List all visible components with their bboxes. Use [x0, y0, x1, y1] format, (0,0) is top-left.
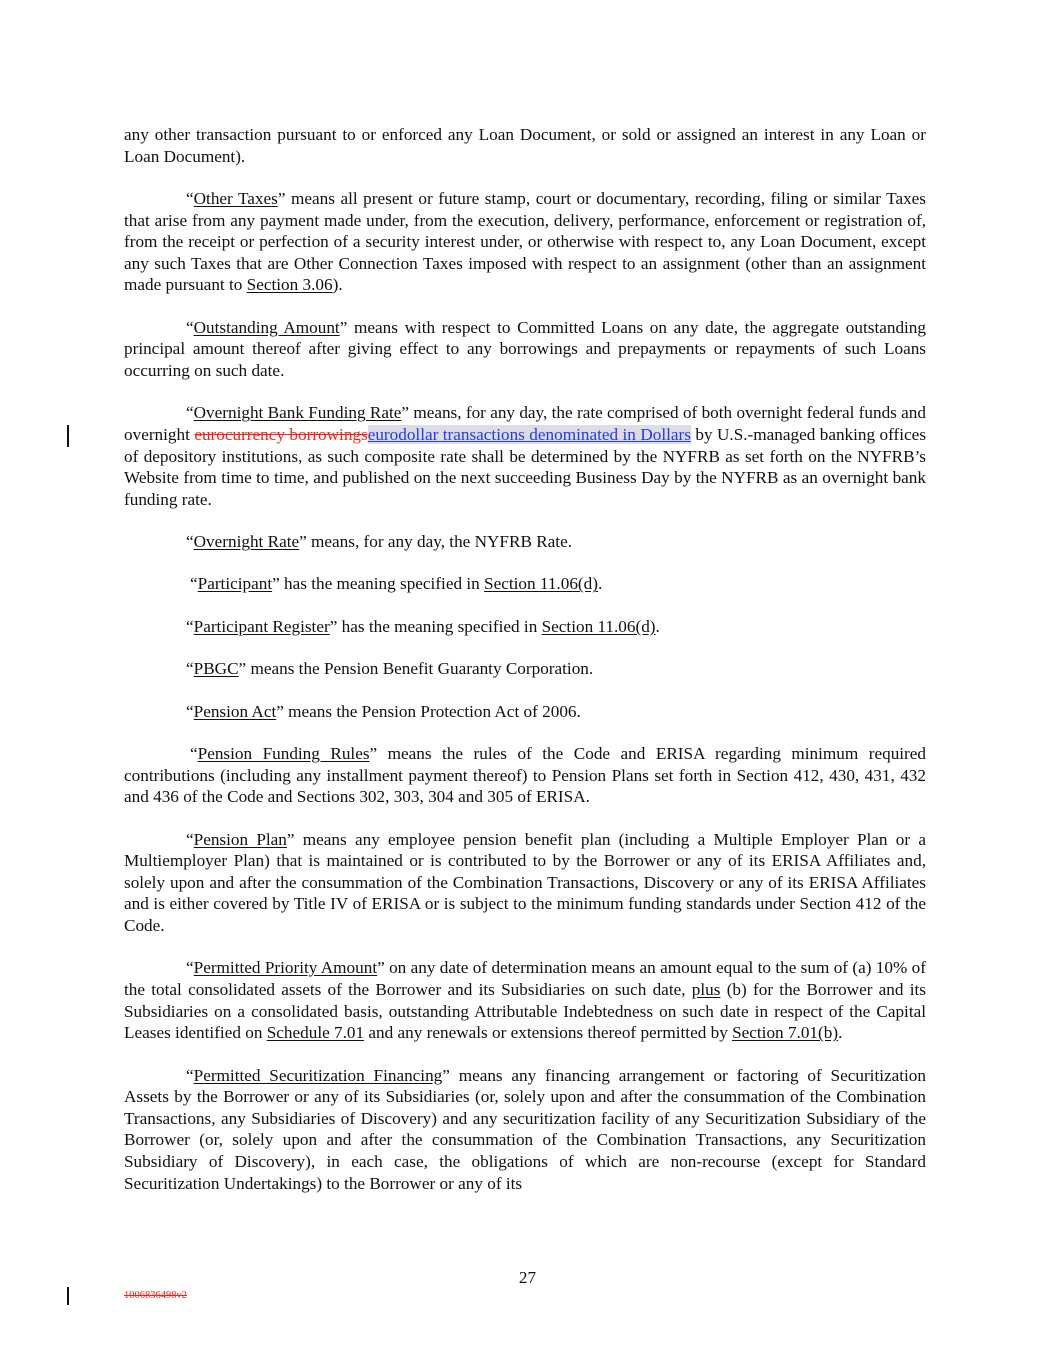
defined-term: Other Taxes: [193, 188, 278, 208]
definition-overnight-bank-funding-rate: “Overnight Bank Funding Rate” means, for any day, the rate comprised of both overnight federal funds and overnight eurocurrency borrowingseurodollar transactions denominated in Dollars by U.S.-managed banking offices of depository institutions, as such composite rate shall be determined by the NYFRB as set forth on the NYFRB’s Website from time to time, and published on the next succeeding Business Day by the NYFRB as an overnight bank funding rate.: [124, 403, 927, 509]
change-bar: [67, 425, 69, 447]
tracked-insertion: eurodollar transactions denominated in Dollars: [367, 424, 691, 444]
definition-overnight-rate: “Overnight Rate” means, for any day, the NYFRB Rate.: [186, 532, 572, 552]
document-page: [124, 124, 926, 1215]
defined-term: Participant: [197, 574, 273, 594]
defined-term: Outstanding Amount: [193, 317, 340, 337]
page-number: 27: [518, 1268, 537, 1287]
defined-term: Pension Act: [193, 701, 277, 721]
definition-pbgc: “PBGC” means the Pension Benefit Guaranty Corporation.: [186, 659, 594, 679]
section-reference: Section 7.01(b): [732, 1023, 839, 1043]
definition-other-taxes: “Other Taxes” means all present or future stamp, court or documentary, recording, filing or similar Taxes that arise from any payment made under, from the execution, delivery, performance, enforcement or registration of, from the receipt or perfection of a security interest under, or otherwise with respect to, any Loan Document, except any such Taxes that are Other Connection Taxes imposed with respect to an assignment (other than an assignment made pursuant to Section 3.06).: [124, 188, 926, 295]
defined-term: Pension Funding Rules: [197, 744, 370, 764]
defined-term: Pension Plan: [193, 829, 287, 849]
defined-term: Overnight Rate: [193, 532, 300, 552]
section-reference: Section 11.06(d): [541, 616, 656, 636]
section-reference: Section 11.06(d): [484, 574, 598, 594]
definition-permitted-securitization-financing: “Permitted Securitization Financing” means any financing arrangement or factoring of Securitization Assets by the Borrower or any of its Subsidiaries (or, solely upon and after the consummation of the Combination Transactions, any Subsidiaries of Discovery) and any securitization facility of any Securitization Subsidiary of the Borrower (or, solely upon and after the consummation of the Combination Transactions, any Securitization Subsidiary of Discovery), in each case, the obligations of which are non-recourse (except for Standard Securitization Undertakings) to the Borrower or any of its: [124, 1065, 926, 1193]
document-id: 1006836498v2: [124, 1290, 187, 1301]
change-bar: [67, 1287, 69, 1305]
paragraph-continuation: any other transaction pursuant to or enforced any Loan Document, or sold or assigned an interest in any Loan or Loan Document).: [124, 125, 926, 166]
defined-term: Participant Register: [193, 616, 330, 636]
defined-term: Overnight Bank Funding Rate: [193, 403, 402, 423]
defined-term: Permitted Priority Amount: [193, 958, 378, 978]
definition-permitted-priority-amount: “Permitted Priority Amount” on any date of determination means an amount equal to the sum of (a) 10% of the total consolidated assets of the Borrower and its Subsidiaries on such date, plus (b) for the Borrower and its Subsidiaries on a consolidated basis, outstanding Attributable Indebtedness on such date in respect of the Capital Leases identified on Schedule 7.01 and any renewals or extensions thereof permitted by Section 7.01(b).: [124, 958, 926, 1043]
schedule-reference: Schedule 7.01: [266, 1023, 365, 1043]
definition-participant: “Participant” has the meaning specified in Section 11.06(d).: [190, 574, 603, 594]
definition-participant-register: “Participant Register” has the meaning specified in Section 11.06(d).: [186, 616, 660, 636]
tracked-deletion: eurocurrency borrowings: [194, 424, 368, 444]
defined-term: Permitted Securitization Financing: [193, 1065, 443, 1085]
definition-pension-act: “Pension Act” means the Pension Protection Act of 2006.: [186, 701, 581, 721]
defined-term: PBGC: [193, 659, 239, 679]
plus-emphasis: plus: [691, 979, 721, 999]
definition-pension-plan: “Pension Plan” means any employee pension benefit plan (including a Multiple Employer Plan or a Multiemployer Plan) that is maintained or is contributed to by the Borrower or any of its ERISA Affiliates and, solely upon and after the consummation of the Combination Transactions, Discovery or any of its ERISA Affiliates and is either covered by Title IV of ERISA or is subject to the minimum funding standards under Section 412 of the Code.: [124, 829, 926, 935]
section-reference: Section 3.06: [246, 275, 333, 295]
definition-pension-funding-rules: “Pension Funding Rules” means the rules of the Code and ERISA regarding minimum required contributions (including any installment payment thereof) to Pension Plans set forth in Section 412, 430, 431, 432 and 436 of the Code and Sections 302, 303, 304 and 305 of ERISA.: [124, 744, 927, 807]
definition-outstanding-amount: “Outstanding Amount” means with respect to Committed Loans on any date, the aggregate outstanding principal amount thereof after giving effect to any borrowings and prepayments or repayments of such Loans occurring on such date.: [124, 317, 926, 380]
